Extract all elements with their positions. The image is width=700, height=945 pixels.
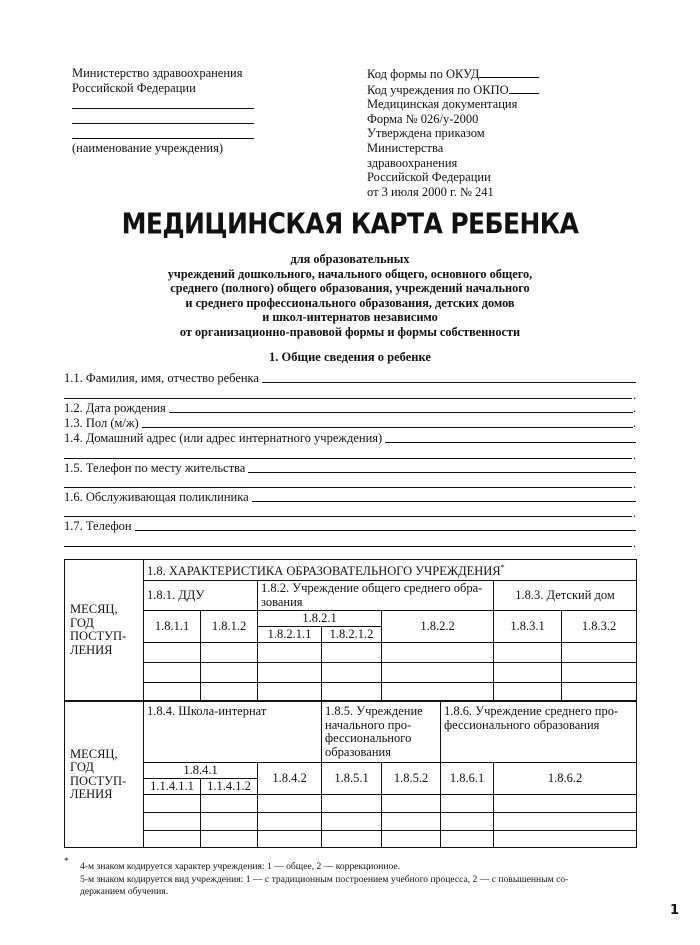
cell[interactable] bbox=[494, 831, 637, 848]
birthdate-label: 1.2. Дата рождения bbox=[64, 401, 166, 415]
address-label: 1.4. Домашний адрес (или адрес интернатного учреждения) bbox=[64, 431, 383, 445]
cell[interactable] bbox=[494, 663, 562, 683]
clinic-input[interactable] bbox=[252, 490, 636, 502]
clinic-cont-line[interactable] bbox=[64, 516, 632, 517]
cell[interactable] bbox=[562, 663, 637, 683]
field-address bbox=[64, 430, 636, 445]
subtitle-line: среднего (полного) общего образования, учреждений начального bbox=[170, 281, 530, 296]
cell[interactable] bbox=[382, 831, 441, 848]
group-primary-vocational: 1.8.5. Учреждение начального про-фессионального образования bbox=[322, 702, 441, 763]
cell[interactable] bbox=[201, 683, 258, 701]
group-orphanage: 1.8.3. Детский дом bbox=[494, 581, 637, 611]
fullname-input[interactable] bbox=[262, 371, 636, 383]
institution-line-2[interactable] bbox=[72, 123, 254, 124]
col-1852: 1.8.5.2 bbox=[382, 763, 441, 795]
col-1851: 1.8.5.1 bbox=[322, 763, 382, 795]
page-title: МЕДИЦИНСКАЯ КАРТА РЕБЕНКА bbox=[121, 206, 579, 241]
cell[interactable] bbox=[201, 643, 258, 663]
field-clinic bbox=[64, 489, 636, 504]
field-phone bbox=[64, 518, 636, 533]
header-left bbox=[72, 66, 272, 95]
col-1831: 1.8.3.1 bbox=[494, 611, 562, 643]
home-phone-input[interactable] bbox=[248, 461, 636, 473]
cell[interactable] bbox=[562, 683, 637, 701]
cell[interactable] bbox=[441, 831, 494, 848]
field-sex: 1.3. Пол (м/ж) . bbox=[64, 416, 636, 430]
col-18212: 1.8.2.1.2 bbox=[322, 627, 382, 643]
col-1822: 1.8.2.2 bbox=[382, 611, 494, 643]
section-title: 1. Общие сведения о ребенке bbox=[269, 350, 431, 364]
cell[interactable] bbox=[201, 831, 258, 848]
clinic-label: 1.6. Обслуживающая поликлиника bbox=[64, 490, 249, 504]
cell[interactable] bbox=[441, 795, 494, 813]
cell[interactable] bbox=[322, 813, 382, 831]
phone-input[interactable] bbox=[135, 519, 636, 531]
footnote-line3: держанием обучения. bbox=[80, 886, 169, 897]
page-subtitle bbox=[0, 252, 700, 340]
cell[interactable] bbox=[382, 643, 494, 663]
fullname-cont-line[interactable] bbox=[64, 398, 632, 399]
institution-line-1[interactable] bbox=[72, 108, 254, 109]
okpo-row bbox=[367, 82, 567, 98]
footnote-line1: 4-м знаком кодируется характер учреждения: 1 — общее, 2 — коррекционное. bbox=[80, 861, 401, 872]
approved-line4: Российской Федерации bbox=[367, 170, 491, 185]
cell[interactable] bbox=[494, 683, 562, 701]
phone-cont-line[interactable] bbox=[64, 546, 632, 547]
page-number: 1 bbox=[670, 903, 680, 918]
cell[interactable] bbox=[441, 813, 494, 831]
institution-line-3[interactable] bbox=[72, 138, 254, 139]
col-11412: 1.1.4.1.2 bbox=[201, 779, 258, 795]
cell[interactable] bbox=[322, 795, 382, 813]
phone-label: 1.7. Телефон bbox=[64, 519, 132, 533]
approved-line1: Утверждена приказом bbox=[367, 126, 485, 141]
doc-type: Медицинская документация bbox=[367, 97, 518, 112]
cell[interactable] bbox=[494, 813, 637, 831]
col-11411: 1.1.4.1.1 bbox=[144, 779, 201, 795]
okpo-label: Код учреждения по ОКПО bbox=[367, 82, 509, 97]
characteristic-heading: 1.8. ХАРАКТЕРИСТИКА ОБРАЗОВАТЕЛЬНОГО УЧРЕЖДЕНИЯ* bbox=[144, 560, 637, 581]
field-home-phone bbox=[64, 460, 636, 475]
cell[interactable] bbox=[382, 683, 494, 701]
subtitle-line: от организационно-правовой формы и формы собственности bbox=[179, 324, 521, 339]
subtitle-line: и школ-интернатов независимо bbox=[262, 310, 438, 325]
sex-input[interactable] bbox=[142, 416, 633, 428]
cell[interactable] bbox=[562, 643, 637, 663]
home-phone-cont-line[interactable] bbox=[64, 487, 632, 488]
cell[interactable] bbox=[258, 643, 322, 663]
field-fullname bbox=[64, 370, 636, 385]
okpo-input[interactable] bbox=[509, 82, 539, 94]
field-birthdate: 1.2. Дата рождения . bbox=[64, 401, 636, 415]
cell[interactable] bbox=[258, 683, 322, 701]
cell[interactable] bbox=[144, 831, 201, 848]
col-1841: 1.8.4.1 bbox=[144, 763, 258, 779]
okud-row bbox=[367, 66, 567, 82]
subtitle-line: и среднего профессионального образования, детских домов bbox=[185, 295, 515, 310]
col-1861: 1.8.6.1 bbox=[441, 763, 494, 795]
cell[interactable] bbox=[144, 643, 201, 663]
cell[interactable] bbox=[201, 663, 258, 683]
col-1821: 1.8.2.1 bbox=[258, 611, 382, 627]
ministry-line2: Российской Федерации bbox=[72, 80, 196, 95]
cell[interactable] bbox=[258, 831, 322, 848]
fullname-label: 1.1. Фамилия, имя, отчество ребенка bbox=[64, 371, 259, 385]
footnote bbox=[80, 861, 640, 899]
cell[interactable] bbox=[322, 831, 382, 848]
address-cont-line[interactable] bbox=[64, 458, 632, 459]
cell[interactable] bbox=[144, 663, 201, 683]
col-18211: 1.8.2.1.1 bbox=[258, 627, 322, 643]
birthdate-input[interactable] bbox=[169, 401, 633, 413]
cell[interactable] bbox=[322, 683, 382, 701]
ministry-line1: Министерство здравоохранения bbox=[72, 66, 243, 80]
approved-line5: от 3 июля 2000 г. № 241 bbox=[367, 184, 494, 199]
cell[interactable] bbox=[382, 813, 441, 831]
cell[interactable] bbox=[258, 795, 322, 813]
form-number: Форма № 026/у-2000 bbox=[367, 111, 479, 126]
cell[interactable] bbox=[382, 795, 441, 813]
group-boarding-school: 1.8.4. Школа-интернат bbox=[144, 702, 322, 763]
col-1832: 1.8.3.2 bbox=[562, 611, 637, 643]
cell[interactable] bbox=[258, 813, 322, 831]
cell[interactable] bbox=[382, 663, 494, 683]
approved-line2: Министерства bbox=[367, 140, 444, 155]
cell[interactable] bbox=[201, 795, 258, 813]
cell[interactable] bbox=[144, 813, 201, 831]
sex-label: 1.3. Пол (м/ж) bbox=[64, 416, 139, 430]
okud-input[interactable] bbox=[479, 66, 539, 78]
cell[interactable] bbox=[494, 643, 562, 663]
group-secondary-vocational: 1.8.6. Учреждение среднего про-фессионального образования bbox=[441, 702, 637, 763]
address-input[interactable] bbox=[385, 431, 636, 443]
subtitle-line: для образовательных bbox=[290, 252, 410, 266]
col-1812: 1.8.1.2 bbox=[201, 611, 258, 643]
header-right bbox=[367, 66, 567, 199]
okud-label: Код формы по ОКУД bbox=[367, 67, 480, 81]
cell[interactable] bbox=[201, 813, 258, 831]
institution-table-2 bbox=[64, 701, 637, 848]
col-1842: 1.8.4.2 bbox=[258, 763, 322, 795]
institution-caption: (наименование учреждения) bbox=[72, 141, 223, 155]
footnote-line2: 5-м знаком кодируется вид учреждения: 1 — с традиционным построением учебного процесса, 2 — с повышенным со- bbox=[80, 873, 569, 885]
subtitle-line: учреждений дошкольного, начального общего, основного общего, bbox=[167, 266, 533, 281]
group-kindergarten: 1.8.1. ДДУ bbox=[144, 581, 258, 611]
cell[interactable] bbox=[322, 663, 382, 683]
col-1862: 1.8.6.2 bbox=[494, 763, 637, 795]
footnote-mark: * bbox=[64, 856, 69, 867]
cell[interactable] bbox=[258, 663, 322, 683]
cell[interactable] bbox=[494, 795, 637, 813]
month-year-label-1: МЕСЯЦ, ГОД ПОСТУП-ЛЕНИЯ bbox=[65, 560, 144, 701]
cell[interactable] bbox=[144, 795, 201, 813]
col-1811: 1.8.1.1 bbox=[144, 611, 201, 643]
cell[interactable] bbox=[144, 683, 201, 701]
month-year-label-2: МЕСЯЦ, ГОД ПОСТУП-ЛЕНИЯ bbox=[65, 702, 144, 848]
home-phone-label: 1.5. Телефон по месту жительства bbox=[64, 461, 246, 475]
cell[interactable] bbox=[322, 643, 382, 663]
institution-table-1 bbox=[64, 559, 637, 701]
approved-line3: здравоохранения bbox=[367, 155, 458, 170]
group-general-school: 1.8.2. Учреждение общего среднего обра-зования bbox=[258, 581, 494, 611]
